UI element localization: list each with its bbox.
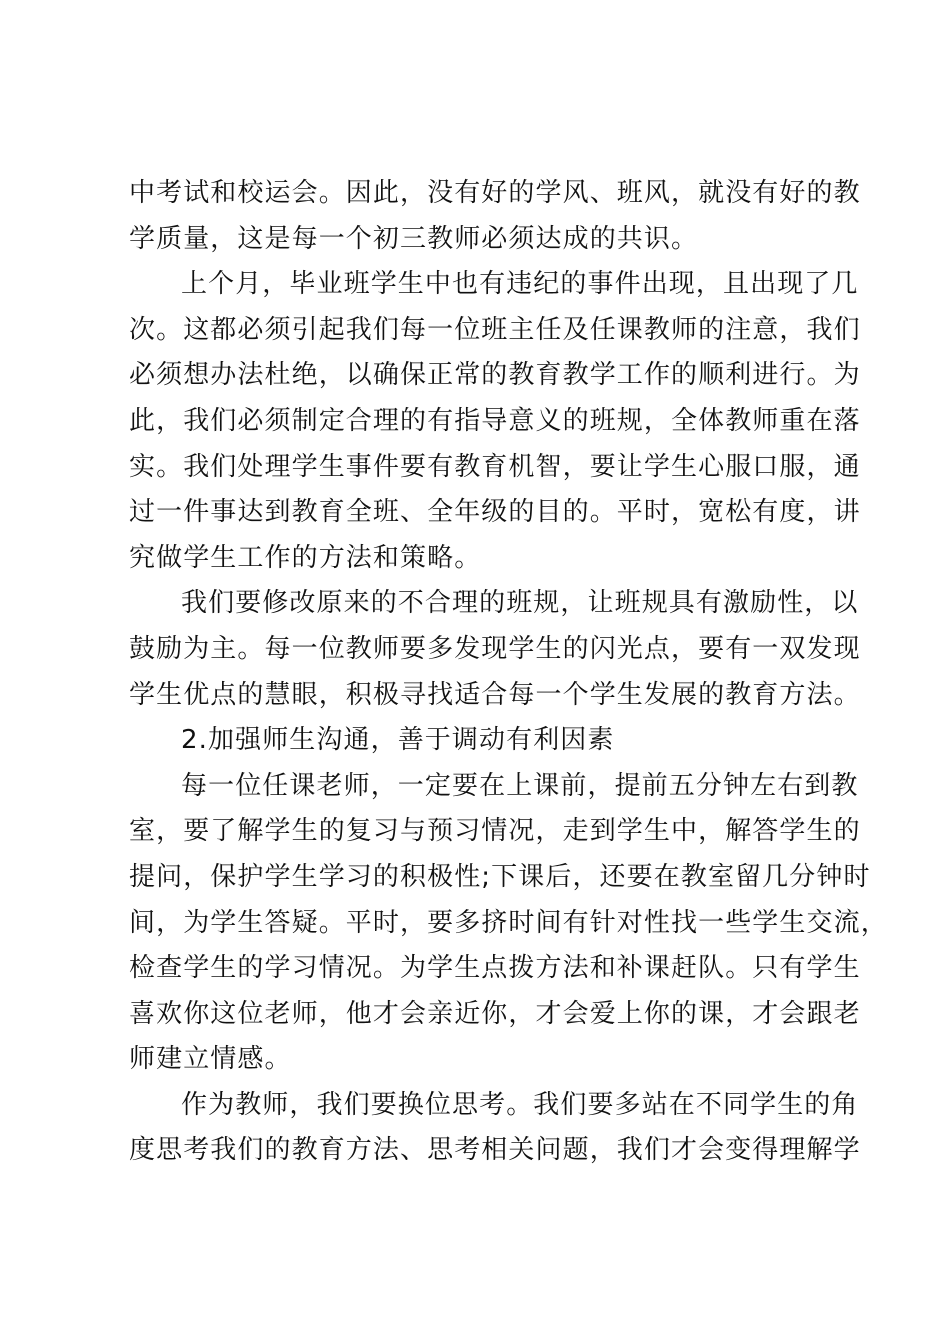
paragraph-1 <box>129 171 861 262</box>
text-line: 学生优点的慧眼，积极寻找适合每一个学生发展的教育方法。 <box>129 679 861 710</box>
text-line: 作为教师，我们要换位思考。我们要多站在不同学生的角 <box>181 1089 859 1120</box>
paragraph-2 <box>129 262 861 581</box>
text-line: 究做学生工作的方法和策略。 <box>129 542 482 573</box>
text-line: 检查学生的学习情况。为学生点拨方法和补课赶队。只有学生 <box>129 953 861 984</box>
text-line: 上个月，毕业班学生中也有违纪的事件出现，且出现了几 <box>181 269 859 300</box>
text-line: 此，我们必须制定合理的有指导意义的班规，全体教师重在落 <box>129 405 861 436</box>
text-line: 喜欢你这位老师，他才会亲近你，才会爱上你的课，才会跟老 <box>129 998 861 1029</box>
text-line: 次。这都必须引起我们每一位班主任及任课教师的注意，我们 <box>129 314 861 345</box>
text-line: 实。我们处理学生事件要有教育机智，要让学生心服口服，通 <box>129 451 861 482</box>
paragraph-3 <box>129 581 861 718</box>
section-heading <box>129 718 835 764</box>
text-line: 度思考我们的教育方法、思考相关问题，我们才会变得理解学 <box>129 1135 861 1166</box>
text-line: 师建立情感。 <box>129 1044 292 1075</box>
paragraph-4 <box>129 764 888 1083</box>
text-line: 室，要了解学生的复习与预习情况，走到学生中，解答学生的 <box>129 816 861 847</box>
text-line: 鼓励为主。每一位教师要多发现学生的闪光点，要有一双发现 <box>129 633 861 664</box>
text-line: 2.加强师生沟通，善于调动有利因素 <box>181 725 615 756</box>
text-line: 每一位任课老师，一定要在上课前，提前五分钟左右到教 <box>181 770 859 801</box>
text-line: 我们要修改原来的不合理的班规，让班规具有激励性，以 <box>181 588 859 619</box>
text-line: 提问，保护学生学习的积极性;下课后，还要在教室留几分钟时 <box>129 861 871 892</box>
paragraph-5 <box>129 1083 861 1174</box>
text-line: 中考试和校运会。因此，没有好的学风、班风，就没有好的教 <box>129 178 861 208</box>
text-line: 必须想办法杜绝，以确保正常的教育教学工作的顺利进行。为 <box>129 360 861 391</box>
text-line: 间，为学生答疑。平时，要多挤时间有针对性找一些学生交流， <box>129 907 888 938</box>
document-body <box>129 171 888 1174</box>
text-line: 学质量，这是每一个初三教师必须达成的共识。 <box>129 223 699 254</box>
text-line: 过一件事达到教育全班、全年级的目的。平时，宽松有度，讲 <box>129 497 861 528</box>
